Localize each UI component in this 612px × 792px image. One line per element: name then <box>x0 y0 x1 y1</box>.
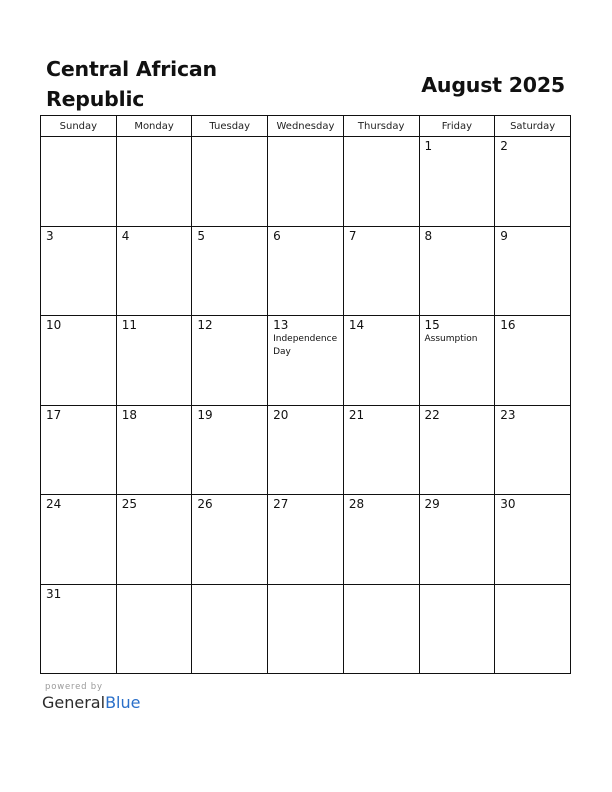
day-number: 24 <box>46 497 62 511</box>
country-title: Central African Republic <box>46 57 217 111</box>
day-cell <box>41 316 117 406</box>
day-cell <box>116 495 192 585</box>
weekday-saturday: Saturday <box>495 116 571 137</box>
holiday-label: Assumption <box>424 334 478 344</box>
day-cell <box>192 405 268 495</box>
day-number: 13 <box>273 318 289 332</box>
day-cell <box>41 137 117 227</box>
day-number: 27 <box>273 497 289 511</box>
day-cell <box>343 137 419 227</box>
footer-branding <box>42 682 140 713</box>
weekday-monday: Monday <box>116 116 192 137</box>
day-number: 28 <box>348 497 365 511</box>
day-cell <box>268 405 344 495</box>
day-number: 7 <box>348 228 357 243</box>
week-row <box>41 405 571 495</box>
day-cell <box>268 316 344 406</box>
day-cell <box>116 405 192 495</box>
day-number: 1 <box>424 139 433 153</box>
day-number: 14 <box>348 318 365 332</box>
day-number: 8 <box>424 228 433 243</box>
weekday-tuesday: Tuesday <box>192 116 268 137</box>
day-cell <box>116 316 192 406</box>
day-number: 16 <box>500 318 516 332</box>
weekday-sunday: Sunday <box>41 116 117 137</box>
day-cell <box>192 316 268 406</box>
day-cell <box>116 226 192 316</box>
day-number: 10 <box>46 318 62 332</box>
day-cell <box>419 495 495 585</box>
calendar-body <box>41 137 571 674</box>
week-row <box>41 584 571 674</box>
day-number: 11 <box>121 318 137 332</box>
day-cell <box>495 495 571 585</box>
day-cell <box>41 405 117 495</box>
calendar-grid <box>40 115 571 674</box>
day-number: 15 <box>424 318 440 332</box>
month-title: August 2025 <box>421 73 565 97</box>
day-cell <box>192 137 268 227</box>
day-number: 18 <box>121 407 137 422</box>
day-cell <box>192 584 268 674</box>
day-cell <box>495 405 571 495</box>
day-cell <box>192 226 268 316</box>
day-number: 21 <box>348 407 365 422</box>
day-number: 9 <box>500 228 508 243</box>
holiday-label: Independence Day <box>273 334 338 357</box>
day-number: 12 <box>197 318 213 332</box>
day-number: 22 <box>424 407 440 422</box>
weekday-header-row <box>41 116 571 137</box>
day-cell <box>343 226 419 316</box>
day-number: 3 <box>46 228 54 243</box>
weekday-thursday: Thursday <box>343 116 419 137</box>
day-cell <box>116 137 192 227</box>
day-cell <box>419 137 495 227</box>
day-cell <box>495 584 571 674</box>
day-number: 25 <box>121 497 137 511</box>
day-cell <box>495 137 571 227</box>
day-cell <box>41 495 117 585</box>
day-number: 2 <box>500 139 508 153</box>
day-number: 20 <box>273 407 289 422</box>
day-number: 19 <box>197 407 213 422</box>
brand-logo[interactable] <box>42 693 140 713</box>
day-cell <box>268 137 344 227</box>
day-cell <box>419 226 495 316</box>
day-number: 29 <box>424 497 440 511</box>
powered-by-label: powered by <box>45 682 103 692</box>
day-number: 6 <box>273 228 281 243</box>
week-row <box>41 495 571 585</box>
day-cell <box>419 405 495 495</box>
day-number: 17 <box>46 407 62 422</box>
day-cell <box>41 584 117 674</box>
week-row <box>41 226 571 316</box>
day-number: 26 <box>197 497 213 511</box>
week-row <box>41 316 571 406</box>
day-cell <box>419 584 495 674</box>
day-cell <box>116 584 192 674</box>
week-row <box>41 137 571 227</box>
day-cell <box>268 495 344 585</box>
day-cell <box>268 584 344 674</box>
day-cell <box>495 226 571 316</box>
day-cell <box>343 405 419 495</box>
day-number: 30 <box>500 497 516 511</box>
day-cell <box>495 316 571 406</box>
weekday-wednesday: Wednesday <box>268 116 344 137</box>
brand-blue: Blue <box>105 693 141 712</box>
brand-general: General <box>42 693 106 712</box>
day-cell <box>419 316 495 406</box>
day-cell <box>343 584 419 674</box>
day-number: 23 <box>500 407 516 422</box>
day-cell <box>41 226 117 316</box>
weekday-friday: Friday <box>419 116 495 137</box>
day-number: 4 <box>121 228 130 243</box>
day-cell <box>343 316 419 406</box>
day-number: 31 <box>46 586 62 601</box>
day-cell <box>192 495 268 585</box>
day-number: 5 <box>197 228 206 243</box>
day-cell <box>343 495 419 585</box>
day-cell <box>268 226 344 316</box>
